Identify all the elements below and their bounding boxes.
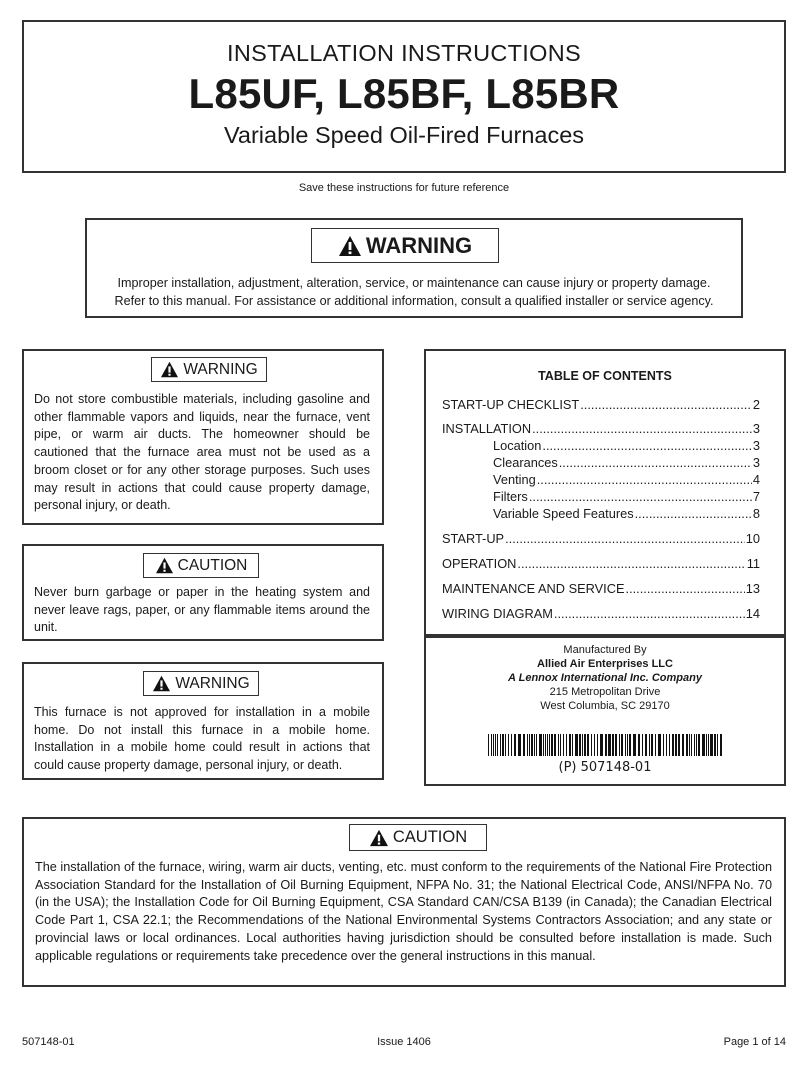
barcode-bar: [696, 734, 697, 756]
barcode-bar: [645, 734, 647, 756]
barcode-bar: [569, 734, 571, 756]
footer-issue: Issue 1406: [377, 1036, 431, 1048]
caution-label: [349, 824, 487, 851]
barcode-bar: [547, 734, 548, 756]
garbage-caution-box: [22, 544, 384, 641]
toc-entry-page: 10: [745, 531, 760, 546]
barcode-bar: [669, 734, 670, 756]
barcode-bar: [605, 734, 607, 756]
mobile-home-warning-text: This furnace is not approved for installation in a mobile home. Do not install this furnace in a mobile home. Installation in a mobile home could result in actions that could cause property damage, personal injury, or death.: [34, 705, 370, 773]
toc-entry[interactable]: [442, 421, 760, 436]
toc-entry-title: WIRING DIAGRAM: [442, 606, 553, 621]
warning-label-text: WARNING: [183, 360, 258, 378]
barcode-bar: [627, 734, 628, 756]
toc-entry-title: Clearances: [493, 455, 558, 470]
barcode-bar: [558, 734, 559, 756]
barcode-bar: [539, 734, 542, 756]
barcode-bar: [545, 734, 546, 756]
city-address: West Columbia, SC 29170: [540, 700, 670, 712]
toc-entry[interactable]: [442, 531, 760, 546]
toc-entry[interactable]: [442, 606, 760, 621]
barcode-bar: [563, 734, 564, 756]
barcode-bar: [566, 734, 567, 756]
barcode-bar: [691, 734, 692, 756]
toc-title: TABLE OF CONTENTS: [538, 369, 672, 383]
toc-entry-page: 13: [745, 581, 760, 596]
barcode-bar: [554, 734, 556, 756]
barcode-bar: [615, 734, 617, 756]
warning-label-text: WARNING: [175, 674, 250, 692]
flammable-warning-text: Do not store combustible materials, including gasoline and other flammable vapors and liquids, near the furnace, vent pipe, or warm air ducts. The homeowner should be cautioned that the furnace area must not be used as a broom closet or for any other storage purposes. Such uses may result in actions that could cause property damage, personal injury, or death.: [34, 392, 370, 513]
warning-label: [311, 228, 499, 263]
barcode-bar: [502, 734, 504, 756]
barcode-bar: [527, 734, 528, 756]
barcode-bar: [710, 734, 713, 756]
barcode-bar: [594, 734, 595, 756]
model-numbers-title: L85UF, L85BF, L85BR: [188, 70, 620, 117]
warning-label: [151, 357, 267, 382]
barcode-bar: [708, 734, 709, 756]
doc-type-heading: INSTALLATION INSTRUCTIONS: [227, 40, 581, 66]
manufactured-by-label: Manufactured By: [563, 644, 647, 656]
barcode-bar: [682, 734, 684, 756]
barcode-bar: [572, 734, 573, 756]
barcode-bar: [702, 734, 705, 756]
main-warning-line-1: Improper installation, adjustment, alteration, service, or maintenance can cause injury or property damage.: [117, 276, 711, 290]
barcode-bar: [642, 734, 643, 756]
code-compliance-caution-box: [22, 817, 786, 987]
barcode-bar: [608, 734, 611, 756]
barcode: [488, 734, 724, 756]
product-subtitle: Variable Speed Oil-Fired Furnaces: [223, 122, 585, 148]
barcode-bar: [491, 734, 492, 756]
barcode-bar: [495, 734, 496, 756]
barcode-bar: [621, 734, 623, 756]
barcode-bar: [500, 734, 501, 756]
barcode-bar: [493, 734, 494, 756]
barcode-bar: [694, 734, 695, 756]
barcode-bar: [511, 734, 512, 756]
footer-page: Page 1 of 14: [723, 1036, 786, 1048]
barcode-bar: [649, 734, 650, 756]
title-block: [22, 20, 786, 173]
toc-entry-page: 2: [752, 397, 760, 412]
barcode-bar: [514, 734, 516, 756]
barcode-bar: [600, 734, 603, 756]
barcode-bar: [536, 734, 537, 756]
barcode-bar: [706, 734, 707, 756]
parent-company: A Lennox International Inc. Company: [508, 672, 702, 684]
toc-entry-title: Location: [493, 438, 542, 453]
toc-entry-page: 7: [752, 489, 760, 504]
toc-entry-title: MAINTENANCE AND SERVICE: [442, 581, 625, 596]
barcode-bar: [584, 734, 586, 756]
barcode-bar: [698, 734, 700, 756]
barcode-bar: [651, 734, 653, 756]
barcode-bar: [720, 734, 722, 756]
barcode-bar: [591, 734, 592, 756]
barcode-bar: [508, 734, 509, 756]
street-address: 215 Metropolitan Drive: [549, 686, 661, 698]
barcode-bar: [579, 734, 581, 756]
garbage-caution-text: Never burn garbage or paper in the heating system and never leave rags, paper, or any flammable items around the unit.: [34, 585, 370, 635]
barcode-bar: [717, 734, 718, 756]
save-instructions-note: Save these instructions for future reference: [298, 182, 510, 194]
barcode-bar: [518, 734, 521, 756]
barcode-bar: [675, 734, 677, 756]
main-warning-line-2: Refer to this manual. For assistance or additional information, consult a qualified installer or service agency.: [114, 294, 714, 308]
barcode-bar: [629, 734, 631, 756]
toc-entry-page: 4: [752, 472, 760, 487]
barcode-bar: [678, 734, 680, 756]
manufacturer-info-box: [424, 636, 786, 786]
toc-entry-page: 3: [752, 438, 760, 453]
barcode-bar: [497, 734, 498, 756]
toc-entry-title: Venting: [493, 472, 536, 487]
toc-subentry[interactable]: [493, 506, 760, 521]
main-warning-text: [94, 274, 734, 310]
toc-entry-page: 3: [752, 421, 760, 436]
toc-entry-title: Variable Speed Features: [493, 506, 634, 521]
barcode-bar: [658, 734, 661, 756]
barcode-bar: [686, 734, 688, 756]
toc-subentry[interactable]: [493, 472, 760, 487]
part-number: (P) 507148-01: [558, 760, 652, 775]
table-of-contents: [424, 349, 786, 636]
barcode-bar: [666, 734, 667, 756]
barcode-bar: [529, 734, 530, 756]
barcode-bar: [534, 734, 535, 756]
warning-label: [143, 671, 259, 696]
barcode-bar: [619, 734, 620, 756]
barcode-bar: [672, 734, 674, 756]
toc-entry-page: 3: [752, 455, 760, 470]
toc-entry-title: OPERATION: [442, 556, 517, 571]
warning-triangle-icon: [338, 235, 362, 257]
toc-entry[interactable]: [442, 556, 760, 571]
caution-label-text: CAUTION: [392, 828, 468, 846]
barcode-bar: [633, 734, 636, 756]
mobile-home-warning-box: [22, 662, 384, 780]
barcode-bar: [560, 734, 561, 756]
warning-triangle-icon: [155, 557, 174, 574]
main-warning-box: [85, 218, 743, 318]
caution-label: [143, 553, 259, 578]
barcode-bar: [575, 734, 578, 756]
barcode-bar: [625, 734, 626, 756]
warning-label-text: WARNING: [365, 232, 473, 258]
barcode-bar: [689, 734, 690, 756]
barcode-bar: [582, 734, 583, 756]
barcode-bar: [551, 734, 553, 756]
toc-subentry[interactable]: [493, 489, 760, 504]
warning-triangle-icon: [160, 361, 179, 378]
toc-entry-page: 11: [746, 556, 760, 571]
toc-entry-page: 8: [752, 506, 760, 521]
toc-entry-title: INSTALLATION: [442, 421, 532, 436]
toc-subentry[interactable]: [493, 438, 760, 453]
barcode-bar: [549, 734, 550, 756]
caution-label-text: CAUTION: [177, 556, 248, 574]
barcode-bar: [655, 734, 656, 756]
barcode-bar: [638, 734, 640, 756]
barcode-bar: [597, 734, 598, 756]
barcode-bar: [587, 734, 589, 756]
warning-triangle-icon: [152, 675, 171, 692]
barcode-bar: [612, 734, 614, 756]
toc-entry-title: START-UP CHECKLIST: [442, 397, 580, 412]
barcode-bar: [523, 734, 525, 756]
toc-subentry[interactable]: [493, 455, 760, 470]
code-compliance-caution-text: The installation of the furnace, wiring, warm air ducts, venting, etc. must conform to the requirements of the National Fire Protection Association Standard for the Installation of Oil Burning Equipment, NFPA No. 31; the National Electrical Code, ANSI/NFPA No. 70 (in the USA); the Installation Code for Oil Burning Equipment, CSA Standard CAN/CSA B139 (in Canada); the Canadian Electrical Code Part 1, CSA 22.1; the Recommendations of the National Environmental Systems Contractors Association; and any state or provincial laws or local ordinances. Local authorities having jurisdiction should be consulted before installation is made. Such applicable regulations or requirements take precedence over the general instructions in this manual.: [35, 860, 772, 963]
barcode-bar: [531, 734, 533, 756]
barcode-bar: [543, 734, 544, 756]
toc-entry-title: START-UP: [442, 531, 505, 546]
warning-triangle-icon: [369, 829, 389, 847]
toc-entry[interactable]: [442, 397, 760, 412]
barcode-bar: [505, 734, 506, 756]
flammable-warning-box: [22, 349, 384, 525]
manufacturer-company: Allied Air Enterprises LLC: [537, 658, 673, 670]
barcode-bar: [714, 734, 716, 756]
toc-entry-page: 14: [745, 606, 760, 621]
toc-entry-title: Filters: [493, 489, 528, 504]
barcode-bar: [663, 734, 664, 756]
barcode-bar: [488, 734, 489, 756]
footer-doc-number: 507148-01: [22, 1036, 75, 1048]
toc-entry[interactable]: [442, 581, 760, 596]
